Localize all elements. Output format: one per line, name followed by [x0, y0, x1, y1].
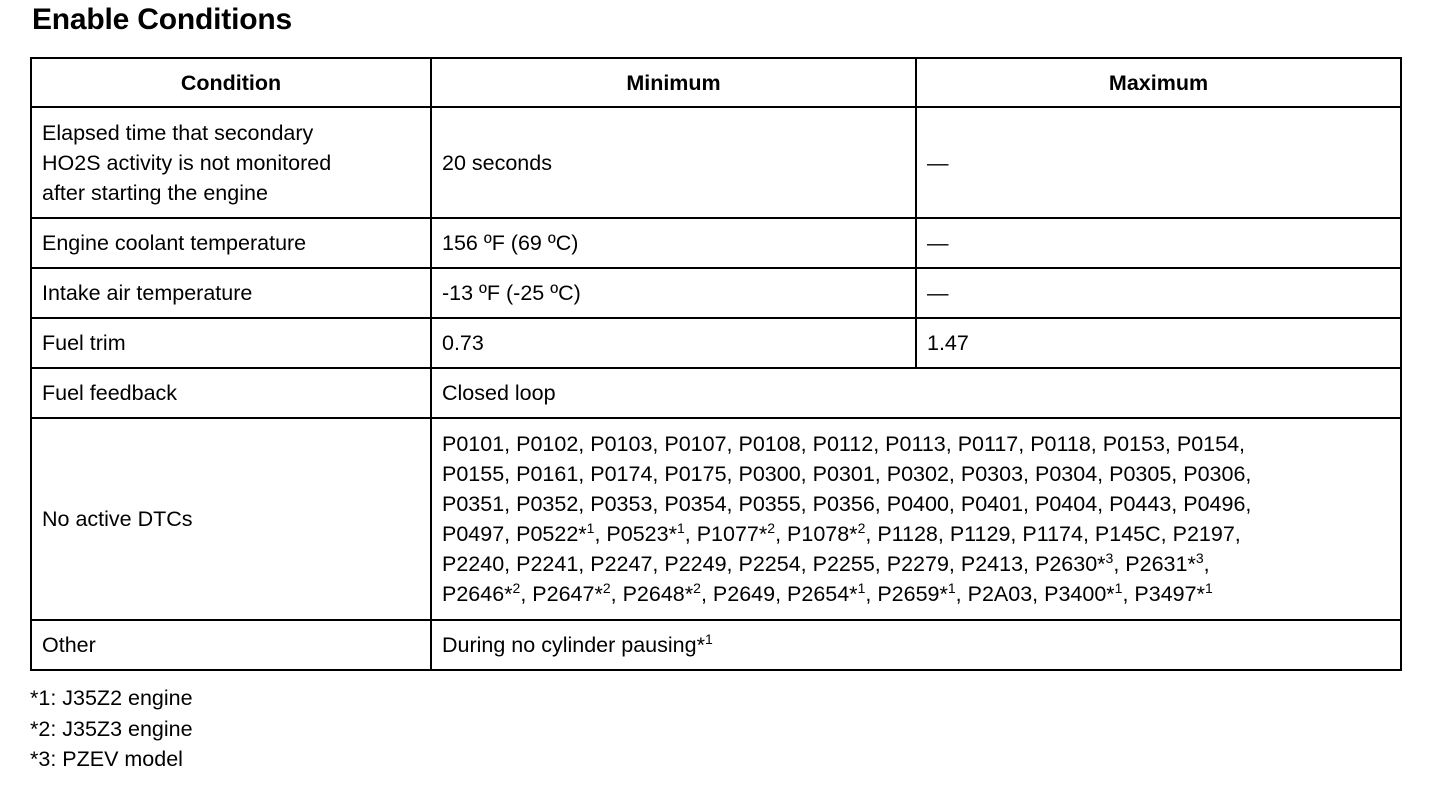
dtc-code: P2631* — [1125, 552, 1196, 576]
footnote-marker: 3 — [1105, 550, 1114, 566]
dtc-code: P0302 — [886, 462, 949, 486]
table-row — [31, 368, 1401, 418]
dtc-code: P2255 — [812, 552, 875, 576]
dtc-code: P0107 — [664, 432, 727, 456]
dtc-code: P0496 — [1183, 492, 1246, 516]
dtc-code: P1128 — [877, 522, 938, 546]
condition-cell: Engine coolant temperature — [31, 218, 431, 268]
dtc-code: P145C — [1094, 522, 1161, 546]
table-row — [31, 318, 1401, 368]
footnote: *3: PZEV model — [30, 747, 183, 771]
condition-cell: Fuel feedback — [31, 368, 431, 418]
dtc-code: P2630* — [1035, 552, 1106, 576]
condition-cell: Intake air temperature — [31, 268, 431, 318]
footnote-marker: 2 — [693, 580, 701, 596]
footnote-marker: 1 — [1114, 580, 1123, 596]
enable-conditions-table — [30, 57, 1402, 671]
table-row — [31, 418, 1401, 620]
page-title: Enable Conditions — [32, 3, 292, 36]
dtc-code: P2249 — [664, 552, 727, 576]
condition-line: after starting the engine — [42, 180, 268, 205]
dtc-code: P0356 — [812, 492, 875, 516]
maximum-cell: 1.47 — [916, 318, 1401, 368]
dtc-code: P2247 — [590, 552, 653, 576]
maximum-cell: — — [916, 218, 1401, 268]
dtc-code: P0523* — [606, 522, 677, 546]
dtc-line: P2240, P2241, P2247, P2249, P2254, P2255, P2279, P2413, P2630*$^3$, P2631*$^3$, — [442, 550, 1210, 576]
minimum-cell: 20 seconds — [431, 107, 916, 218]
dtc-code: P0353 — [590, 492, 653, 516]
dtc-code: P2654* — [787, 582, 858, 606]
dtc-code: P0497 — [442, 522, 505, 546]
dtc-line: P0155, P0161, P0174, P0175, P0300, P0301, P0302, P0303, P0304, P0305, P0306, — [442, 462, 1252, 486]
dtc-code: P2649 — [712, 582, 776, 606]
dtc-code: P0355 — [738, 492, 801, 516]
dtc-line: P0351, P0352, P0353, P0354, P0355, P0356, P0400, P0401, P0404, P0443, P0496, — [442, 492, 1252, 516]
footnote-marker: 1 — [676, 520, 685, 536]
dtc-code: P0161 — [516, 462, 579, 486]
dtc-code: P0101 — [442, 432, 505, 456]
dtc-code: P0112 — [812, 432, 874, 456]
dtc-code: P0108 — [738, 432, 801, 456]
dtc-code: P0153 — [1102, 432, 1165, 456]
dtc-line: P0101, P0102, P0103, P0107, P0108, P0112, P0113, P0117, P0118, P0153, P0154, — [442, 432, 1246, 456]
dtc-code: P0306 — [1183, 462, 1246, 486]
dtc-line: P0497, P0522*$^1$, P0523*$^1$, P1077*$^2$, P1078*$^2$, P1128, P1129, P1174, P145C, P2197, — [442, 520, 1241, 546]
dtc-code: P2647* — [532, 582, 603, 606]
footnote-marker: 1 — [586, 520, 595, 536]
dtc-code: P0113 — [885, 432, 946, 456]
header-minimum: Minimum — [431, 58, 916, 107]
table-row — [31, 620, 1401, 670]
dtc-code: P0401 — [960, 492, 1024, 516]
condition-cell — [31, 107, 431, 218]
dtc-code: P3497* — [1134, 582, 1205, 606]
footnote-marker: 2 — [767, 520, 776, 536]
dtc-code: P0303 — [960, 462, 1024, 486]
condition-line: HO2S activity is not monitored — [42, 150, 332, 175]
dtc-code: P2241 — [516, 552, 579, 576]
dtc-code: P0103 — [590, 432, 653, 456]
condition-cell: Other — [31, 620, 431, 670]
dtc-code: P2240 — [442, 552, 505, 576]
dtc-code: P0300 — [738, 462, 801, 486]
dtc-code: P0522* — [516, 522, 587, 546]
dtc-code: P1077* — [696, 522, 768, 546]
dtc-code: P3400* — [1044, 582, 1115, 606]
dtc-code: P2659* — [877, 582, 948, 606]
dtc-code: P1129 — [949, 522, 1011, 546]
header-row — [31, 58, 1401, 107]
dtc-code: P0102 — [516, 432, 579, 456]
dtc-code: P1078* — [787, 522, 858, 546]
minimum-cell: -13 ºF (-25 ºC) — [431, 268, 916, 318]
footnote-marker: 1 — [947, 580, 956, 596]
dtc-line: P2646*$^2$, P2647*$^2$, P2648*$^2$, P2649, P2654*$^1$, P2659*$^1$, P2A03, P3400*$^1$, P3497*$^1$ — [442, 580, 1213, 606]
dtc-code: P0154 — [1176, 432, 1240, 456]
dtc-code: P2254 — [738, 552, 801, 576]
dtc-code: P0118 — [1030, 432, 1091, 456]
dtc-code: P0174 — [590, 462, 653, 486]
footnote-marker: 3 — [1195, 550, 1204, 566]
footnote: *2: J35Z3 engine — [30, 716, 193, 741]
footnote-marker: 1 — [857, 580, 866, 596]
dtc-code: P1174 — [1022, 522, 1083, 546]
footnote-marker: 2 — [857, 520, 866, 536]
minimum-cell: 156 ºF (69 ºC) — [431, 218, 916, 268]
condition-line: Elapsed time that secondary — [42, 120, 314, 145]
dtc-code: P2648* — [622, 582, 694, 606]
footnote-marker: 1 — [704, 631, 713, 647]
dtc-code: P0155 — [442, 462, 505, 486]
dtc-list-cell — [431, 418, 1401, 620]
value-cell: Closed loop — [431, 368, 1401, 418]
dtc-code: P2413 — [960, 552, 1024, 576]
value-cell — [431, 620, 1401, 670]
table-row — [31, 268, 1401, 318]
dtc-code: P0304 — [1035, 462, 1098, 486]
dtc-code: P0352 — [516, 492, 579, 516]
footnote: *1: J35Z2 engine — [30, 686, 193, 710]
dtc-code: P2A03 — [967, 582, 1033, 606]
maximum-cell: — — [916, 268, 1401, 318]
dtc-code: P0443 — [1109, 492, 1172, 516]
footnote-marker: 2 — [602, 580, 611, 596]
minimum-cell: 0.73 — [431, 318, 916, 368]
dtc-code: P2646* — [442, 582, 513, 606]
condition-cell: No active DTCs — [31, 418, 431, 620]
dtc-code: P0175 — [664, 462, 727, 486]
dtc-code: P0305 — [1109, 462, 1172, 486]
footnotes — [30, 683, 193, 775]
dtc-code: P0351 — [442, 492, 505, 516]
condition-cell: Fuel trim — [31, 318, 431, 368]
dtc-code: P2279 — [886, 552, 949, 576]
footnote-marker: 2 — [512, 580, 521, 596]
other-value: During no cylinder pausing* — [442, 633, 705, 657]
dtc-code: P0354 — [664, 492, 727, 516]
table-row — [31, 107, 1401, 218]
header-condition: Condition — [31, 58, 431, 107]
dtc-code: P0117 — [957, 432, 1019, 456]
dtc-code: P0404 — [1035, 492, 1098, 516]
footnote-marker: 1 — [1204, 580, 1213, 596]
header-maximum: Maximum — [916, 58, 1401, 107]
dtc-code: P0400 — [886, 492, 949, 516]
dtc-code: P2197 — [1172, 522, 1235, 546]
table-row — [31, 218, 1401, 268]
maximum-cell: — — [916, 107, 1401, 218]
dtc-code: P0301 — [812, 462, 875, 486]
